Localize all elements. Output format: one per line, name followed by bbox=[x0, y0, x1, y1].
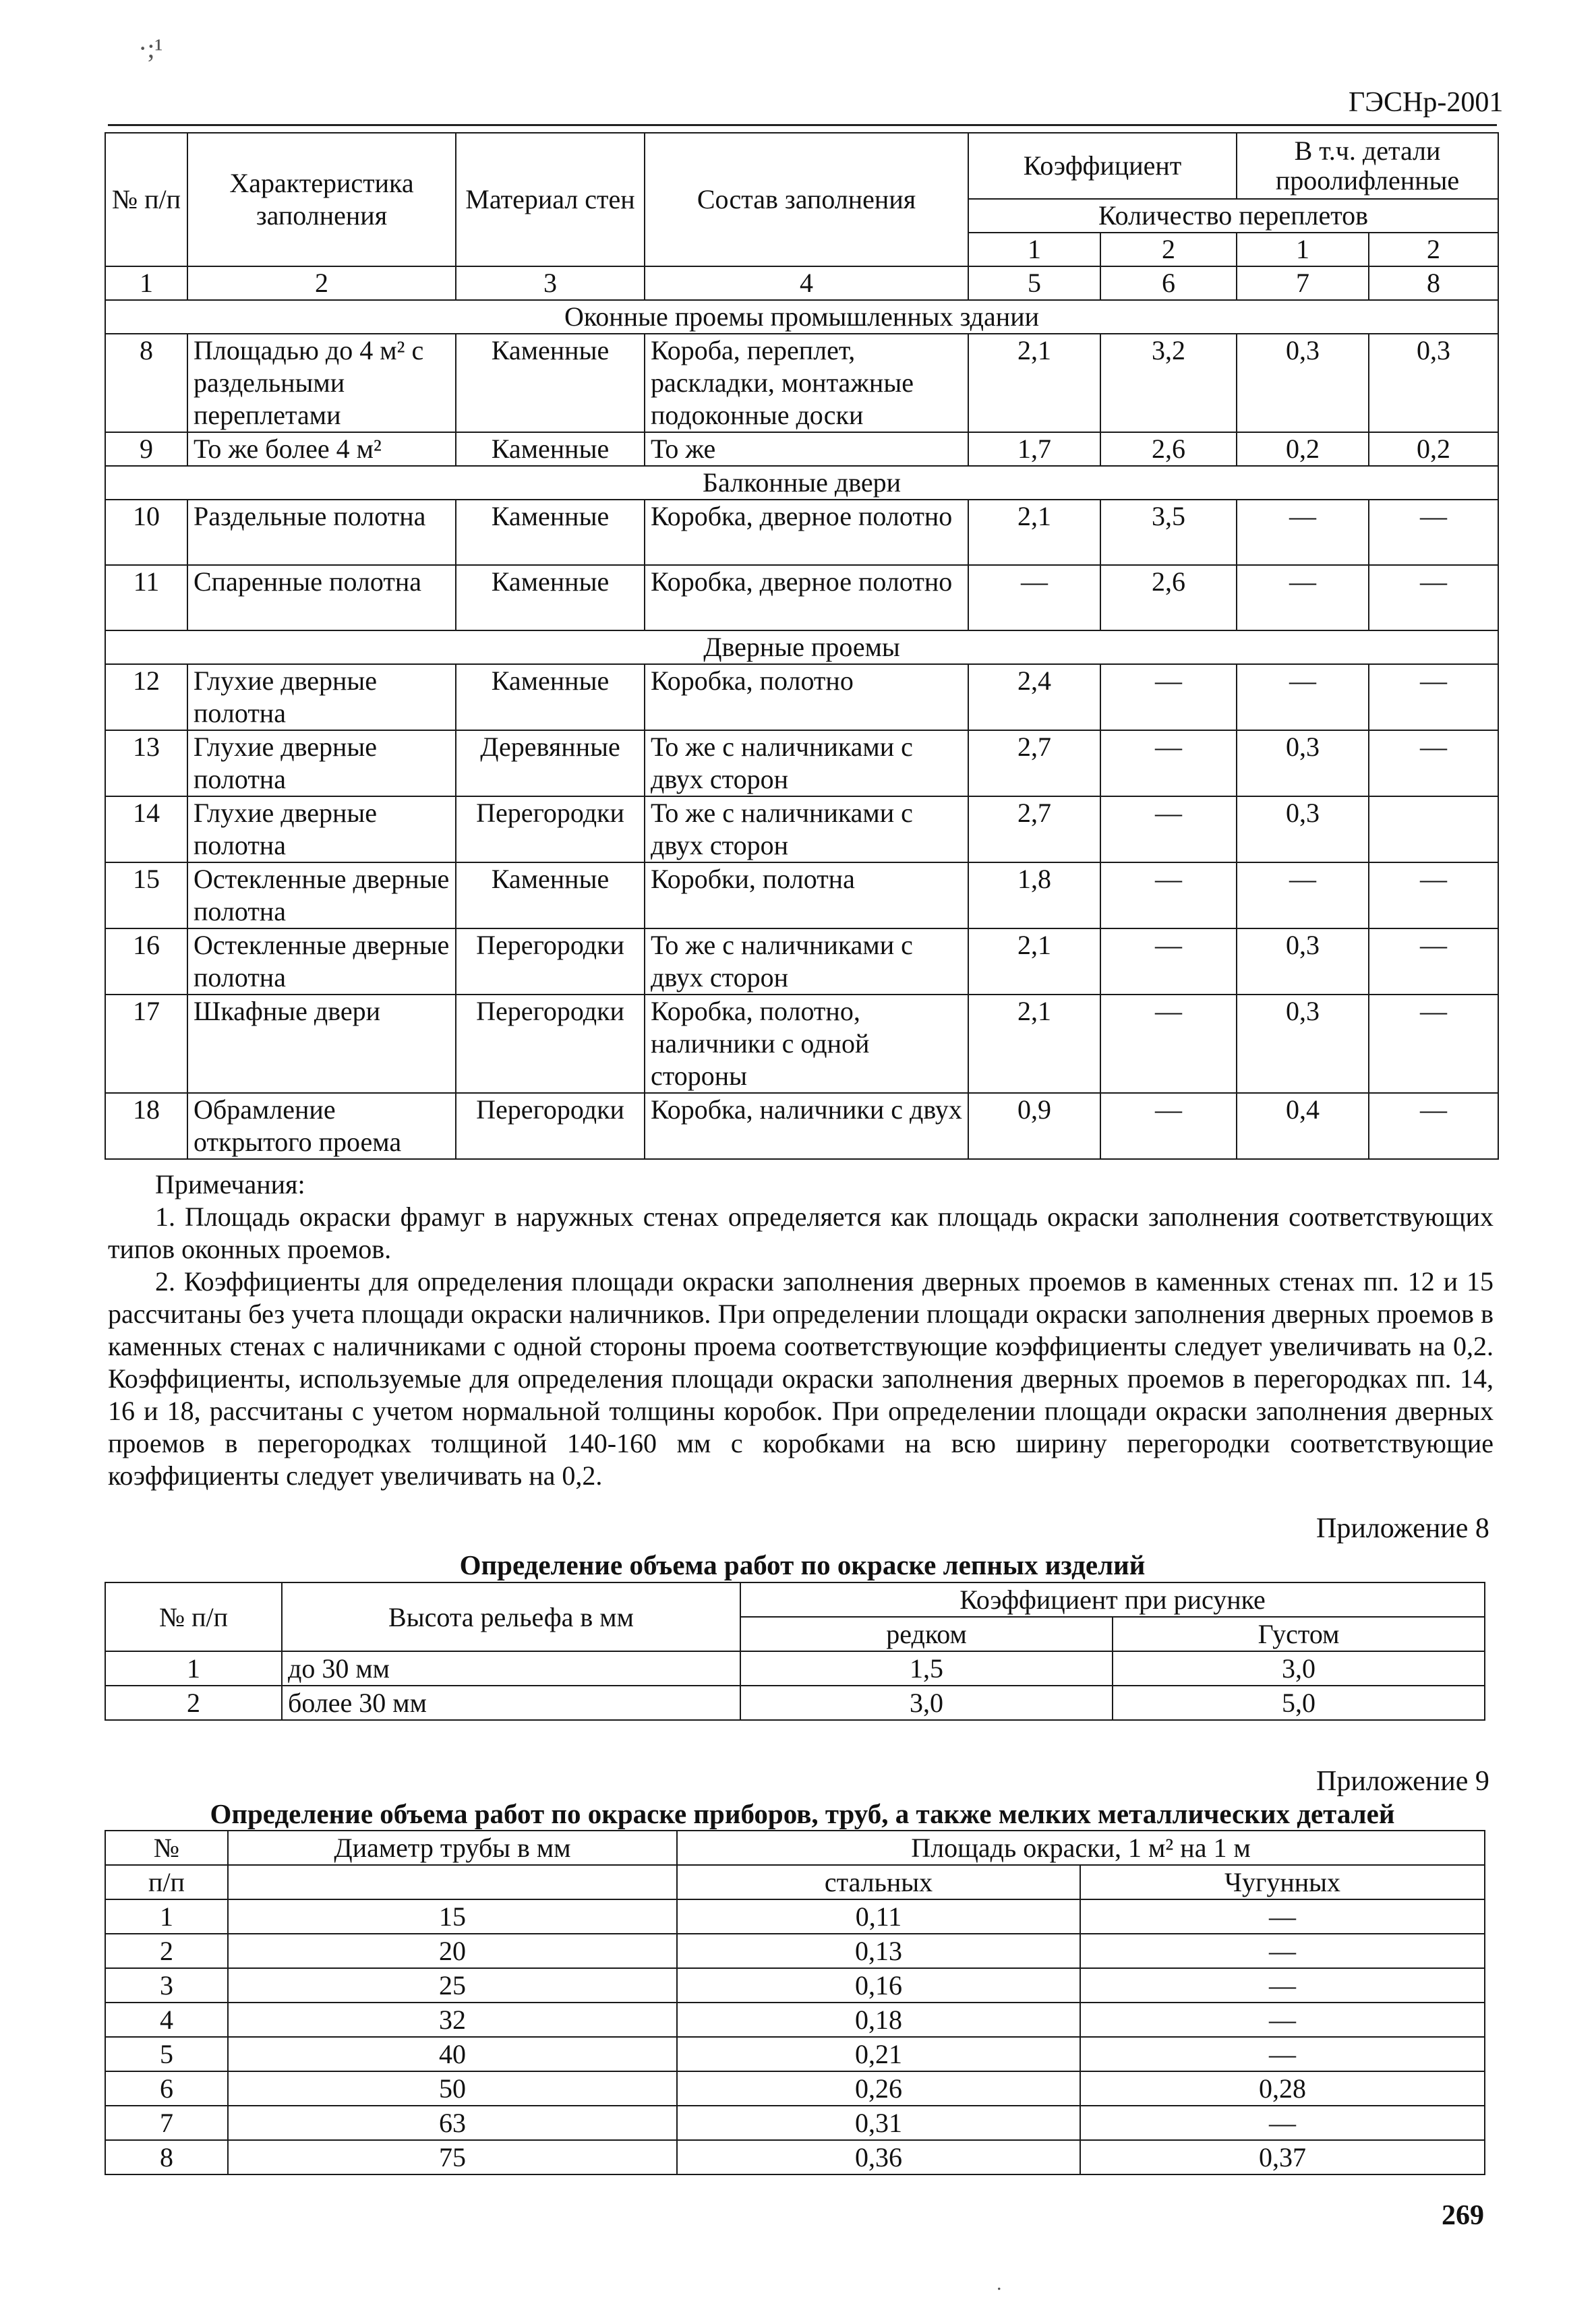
section-industrial-windows: Оконные проемы промышленных здании bbox=[105, 300, 1498, 334]
table-row: 2 20 0,13 — bbox=[105, 1934, 1485, 1968]
table-row: 10 Раздельные полотна Каменные Коробка, дверное полотно 2,1 3,5 — — bbox=[105, 500, 1498, 565]
table-row: 9 То же более 4 м² Каменные То же 1,7 2,6 0,2 0,2 bbox=[105, 432, 1498, 466]
table-row: 14 Глухие дверные полотна Перегородки То же с наличниками с двух сторон 2,7 — 0,3 bbox=[105, 796, 1498, 862]
table-row: 5 40 0,21 — bbox=[105, 2037, 1485, 2071]
section-door-openings: Дверные проемы bbox=[105, 630, 1498, 664]
a9-header-num: № bbox=[105, 1831, 228, 1865]
table-row: 1 до 30 мм 1,5 3,0 bbox=[105, 1651, 1485, 1686]
a9-header-steel: стальных bbox=[677, 1865, 1080, 1899]
header-divider bbox=[108, 124, 1497, 126]
table-row: 12 Глухие дверные полотна Каменные Коробка, полотно 2,4 — — — bbox=[105, 664, 1498, 730]
table-row: 3 25 0,16 — bbox=[105, 1968, 1485, 2003]
a8-header-height: Высота рельефа в мм bbox=[282, 1582, 740, 1651]
a8-header-coef: Коэффициент при рисунке bbox=[740, 1582, 1485, 1617]
a8-header-dense: Густом bbox=[1113, 1617, 1485, 1651]
a9-header-empty bbox=[228, 1865, 677, 1899]
page-number: 269 bbox=[1442, 2200, 1484, 2231]
header-details: В т.ч. детали проолифленные bbox=[1237, 133, 1498, 199]
table-row: 15 Остекленные дверные полотна Каменные Коробки, полотна 1,8 — — — bbox=[105, 862, 1498, 928]
document-code: ГЭСНр-2001 bbox=[1349, 87, 1504, 118]
note-1: 1. Площадь окраски фрамуг в наружных стенах определяется как площадь окраски заполнения соответствующих типов оконных проемов. bbox=[108, 1202, 1494, 1264]
header-material: Материал стен bbox=[456, 133, 645, 266]
table-row: 4 32 0,18 — bbox=[105, 2003, 1485, 2037]
table-row: 1 15 0,11 — bbox=[105, 1899, 1485, 1934]
notes-title: Примечания: bbox=[155, 1169, 305, 1200]
note-2: 2. Коэффициенты для определения площади окраски заполнения дверных проемов в каменных стенах пп. 12 и 15 рассчитаны без учета площади окраски наличников. При определении площади окраски заполнения дверных проемов в каменных стенах с наличниками с одной стороны проема соответствующие коэффициенты следует увеличивать на 0,2. Коэффициенты, используемые для определения площади окраски заполнения дверных проемов в перегородках пп. 14, 16 и 18, рассчитаны с учетом нормальной толщины коробок. При определении площади окраски заполнения дверных проемов в перегородках толщиной 140-160 мм с коробками на всю ширину перегородки соответствующие коэффициенты следует увеличивать на 0,2. bbox=[108, 1266, 1494, 1491]
header-coefficient: Коэффициент bbox=[968, 133, 1237, 199]
header-sub-2b: 2 bbox=[1369, 233, 1498, 266]
section-balcony-doors: Балконные двери bbox=[105, 466, 1498, 500]
a9-header-diameter: Диаметр трубы в мм bbox=[228, 1831, 677, 1865]
corner-mark: ·;¹ bbox=[138, 33, 163, 63]
a8-header-num: № п/п bbox=[105, 1582, 282, 1651]
page-dot: . bbox=[997, 2272, 1002, 2294]
a9-header-cast: Чугунных bbox=[1080, 1865, 1485, 1899]
table-row: 6 50 0,26 0,28 bbox=[105, 2071, 1485, 2106]
table-row: 2 более 30 мм 3,0 5,0 bbox=[105, 1686, 1485, 1720]
appendix-8-table bbox=[105, 1582, 1485, 1721]
table-row: 16 Остекленные дверные полотна Перегородки То же с наличниками с двух сторон 2,1 — 0,3 — bbox=[105, 928, 1498, 995]
header-num: № п/п bbox=[105, 133, 187, 266]
header-sub-1a: 1 bbox=[968, 233, 1100, 266]
appendix-9-table bbox=[105, 1830, 1485, 2175]
header-characteristic: Характеристика заполнения bbox=[187, 133, 456, 266]
notes-block bbox=[108, 1168, 1494, 1492]
a9-header-area: Площадь окраски, 1 м² на 1 м bbox=[677, 1831, 1485, 1865]
table-row: 8 75 0,36 0,37 bbox=[105, 2140, 1485, 2174]
a8-header-rare: редком bbox=[740, 1617, 1113, 1651]
header-composition: Состав заполнения bbox=[645, 133, 968, 266]
header-sub-1b: 1 bbox=[1237, 233, 1369, 266]
appendix-9-label: Приложение 9 bbox=[1316, 1766, 1489, 1797]
a9-header-num-bottom: п/п bbox=[105, 1865, 228, 1899]
column-number-row: 1 2 3 4 5 6 7 8 bbox=[105, 266, 1498, 300]
appendix-8-title: Определение объема работ по окраске лепных изделий bbox=[459, 1549, 1146, 1580]
table-row: 13 Глухие дверные полотна Деревянные То же с наличниками с двух сторон 2,7 — 0,3 — bbox=[105, 730, 1498, 796]
table-row: 17 Шкафные двери Перегородки Коробка, полотно, наличники с одной стороны 2,1 — 0,3 — bbox=[105, 995, 1498, 1093]
header-sub-2a: 2 bbox=[1100, 233, 1237, 266]
table-row: 11 Спаренные полотна Каменные Коробка, дверное полотно — 2,6 — — bbox=[105, 565, 1498, 630]
appendix-9-title: Определение объема работ по окраске приборов, труб, а также мелких металлических деталей bbox=[210, 1798, 1395, 1829]
table-row: 18 Обрамление открытого проема Перегородки Коробка, наличники с двух 0,9 — 0,4 — bbox=[105, 1093, 1498, 1159]
appendix-8-label: Приложение 8 bbox=[1316, 1513, 1489, 1544]
table-row: 7 63 0,31 — bbox=[105, 2106, 1485, 2140]
table-row: 8 Площадью до 4 м² с раздельными переплетами Каменные Короба, переплет, раскладки, монтажные подоконные доски 2,1 3,2 0,3 0,3 bbox=[105, 334, 1498, 432]
header-sash-count: Количество переплетов bbox=[968, 199, 1498, 233]
main-table bbox=[105, 132, 1499, 1160]
